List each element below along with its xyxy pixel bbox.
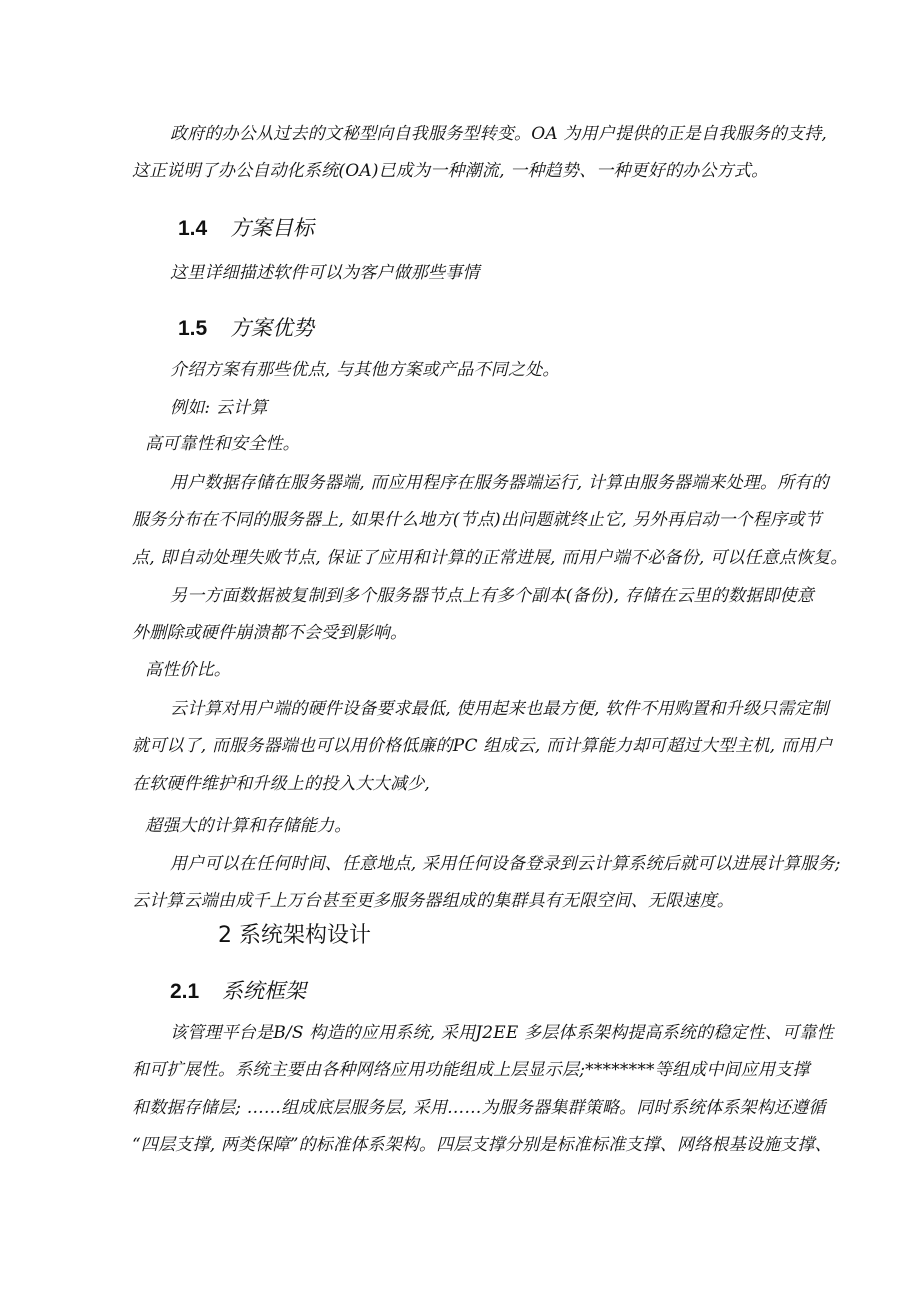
section-number: 1.4 [178, 217, 208, 240]
section-heading-2-1 [170, 977, 306, 1006]
paragraph-line: 云计算对用户端的硬件设备要求最低, 使用起来也最方便, 软件不用购置和升级只需定制 [170, 699, 829, 719]
paragraph-line: 高可靠性和安全性。 [145, 434, 300, 454]
section-heading-1-5 [178, 314, 314, 343]
paragraph-line: 在软硬件维护和升级上的投入大大减少, [132, 774, 431, 794]
section-title: 方案优势 [230, 316, 314, 340]
paragraph-line: 和可扩展性。系统主要由各种网络应用功能组成上层显示层;********等组成中间应用支撑 [132, 1060, 810, 1080]
paragraph-line: 这正说明了办公自动化系统(OA)已成为一种潮流, 一种趋势、一种更好的办公方式。 [132, 161, 769, 181]
paragraph-line: 另一方面数据被复制到多个服务器节点上有多个副本(备份), 存储在云里的数据即使意 [170, 586, 815, 606]
paragraph-line: 云计算云端由成千上万台甚至更多服务器组成的集群具有无限空间、无限速度。 [132, 891, 734, 911]
section-title: 方案目标 [230, 216, 314, 240]
paragraph-line: 超强大的计算和存储能力。 [145, 816, 352, 836]
paragraph-line: 点, 即自动处理失败节点, 保证了应用和计算的正常进展, 而用户端不必备份, 可以任意点恢复。 [132, 548, 848, 568]
paragraph-line: 例如: 云计算 [170, 398, 268, 418]
paragraph-line: 高性价比。 [145, 660, 231, 680]
paragraph-line: 这里详细描述软件可以为客户做那些事情 [170, 263, 480, 283]
paragraph-line: 政府的办公从过去的文秘型向自我服务型转变。OA 为用户提供的正是自我服务的支持, [170, 124, 828, 144]
section-heading-1-4 [178, 214, 314, 243]
paragraph-line: “四层支撑, 两类保障”的标准体系架构。四层支撑分别是标准标准支撑、网络根基设施支撑、 [132, 1135, 832, 1155]
section-number: 1.5 [178, 317, 208, 340]
section-title: 系统框架 [222, 979, 306, 1003]
paragraph-line: 用户数据存储在服务器端, 而应用程序在服务器端运行, 计算由服务器端来处理。所有的 [170, 473, 829, 493]
paragraph-line: 用户可以在任何时间、任意地点, 采用任何设备登录到云计算系统后就可以进展计算服务; [170, 854, 841, 874]
section-number: 2.1 [170, 980, 200, 1003]
paragraph-line: 服务分布在不同的服务器上, 如果什么地方(节点)出问题就终止它, 另外再启动一个程序或节 [132, 510, 822, 530]
paragraph-line: 该管理平台是B/S 构造的应用系统, 采用J2EE 多层体系架构提高系统的稳定性、可靠性 [170, 1023, 834, 1043]
paragraph-line: 外删除或硬件崩溃都不会受到影响。 [132, 623, 408, 643]
paragraph-line: 和数据存储层; ……组成底层服务层, 采用……为服务器集群策略。同时系统体系架构还遵循 [132, 1098, 826, 1118]
chapter-heading-2: 2 系统架构设计 [218, 923, 371, 948]
paragraph-line: 介绍方案有那些优点, 与其他方案或产品不同之处。 [170, 360, 560, 380]
paragraph-line: 就可以了, 而服务器端也可以用价格低廉的PC 组成云, 而计算能力却可超过大型主机, 而用户 [132, 736, 833, 756]
